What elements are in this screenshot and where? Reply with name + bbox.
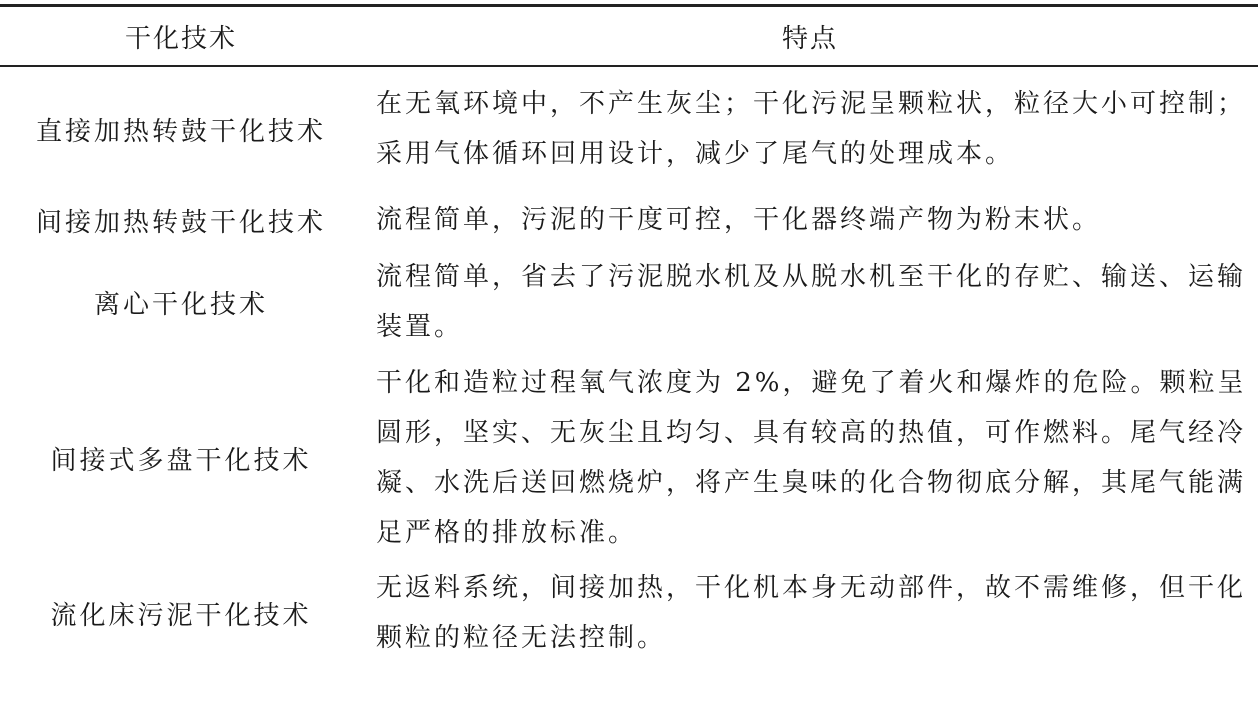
technique-cell: 间接加热转鼓干化技术 — [35, 207, 326, 238]
drying-technology-table-container — [0, 4, 1258, 665]
table-body — [0, 66, 1258, 665]
table-header-row — [0, 6, 1258, 67]
technique-cell: 直接加热转鼓干化技术 — [35, 116, 326, 147]
feature-cell: 干化和造粒过程氧气浓度为 2%，避免了着火和爆炸的危险。颗粒呈圆形，坚实、无灰尘且均匀、具有较高的热值，可作燃料。尾气经冷凝、水洗后送回燃烧炉，将产生臭味的化合物彻底分解，其尾气能满足严格的排放标准。 — [376, 368, 1247, 548]
table-row — [0, 561, 1258, 665]
feature-cell: 流程简单，省去了污泥脱水机及从脱水机至干化的存贮、输送、运输装置。 — [376, 262, 1247, 342]
table-row — [0, 249, 1258, 355]
technique-cell: 离心干化技术 — [93, 289, 268, 320]
drying-technology-table — [0, 4, 1258, 665]
technique-cell: 间接式多盘干化技术 — [50, 445, 312, 476]
table-row — [0, 355, 1258, 561]
feature-cell: 流程简单，污泥的干度可控，干化器终端产物为粉末状。 — [376, 205, 1102, 235]
technique-cell: 流化床污泥干化技术 — [50, 600, 312, 631]
table-row — [0, 191, 1258, 249]
header-feature: 特点 — [781, 23, 838, 54]
table-row — [0, 66, 1258, 191]
feature-cell: 无返料系统，间接加热，干化机本身无动部件，故不需维修，但干化颗粒的粒径无法控制。 — [376, 573, 1247, 653]
header-technique: 干化技术 — [124, 23, 237, 54]
feature-cell: 在无氧环境中，不产生灰尘；干化污泥呈颗粒状，粒径大小可控制；采用气体循环回用设计，减少了尾气的处理成本。 — [376, 89, 1247, 169]
table-header — [0, 6, 1258, 67]
